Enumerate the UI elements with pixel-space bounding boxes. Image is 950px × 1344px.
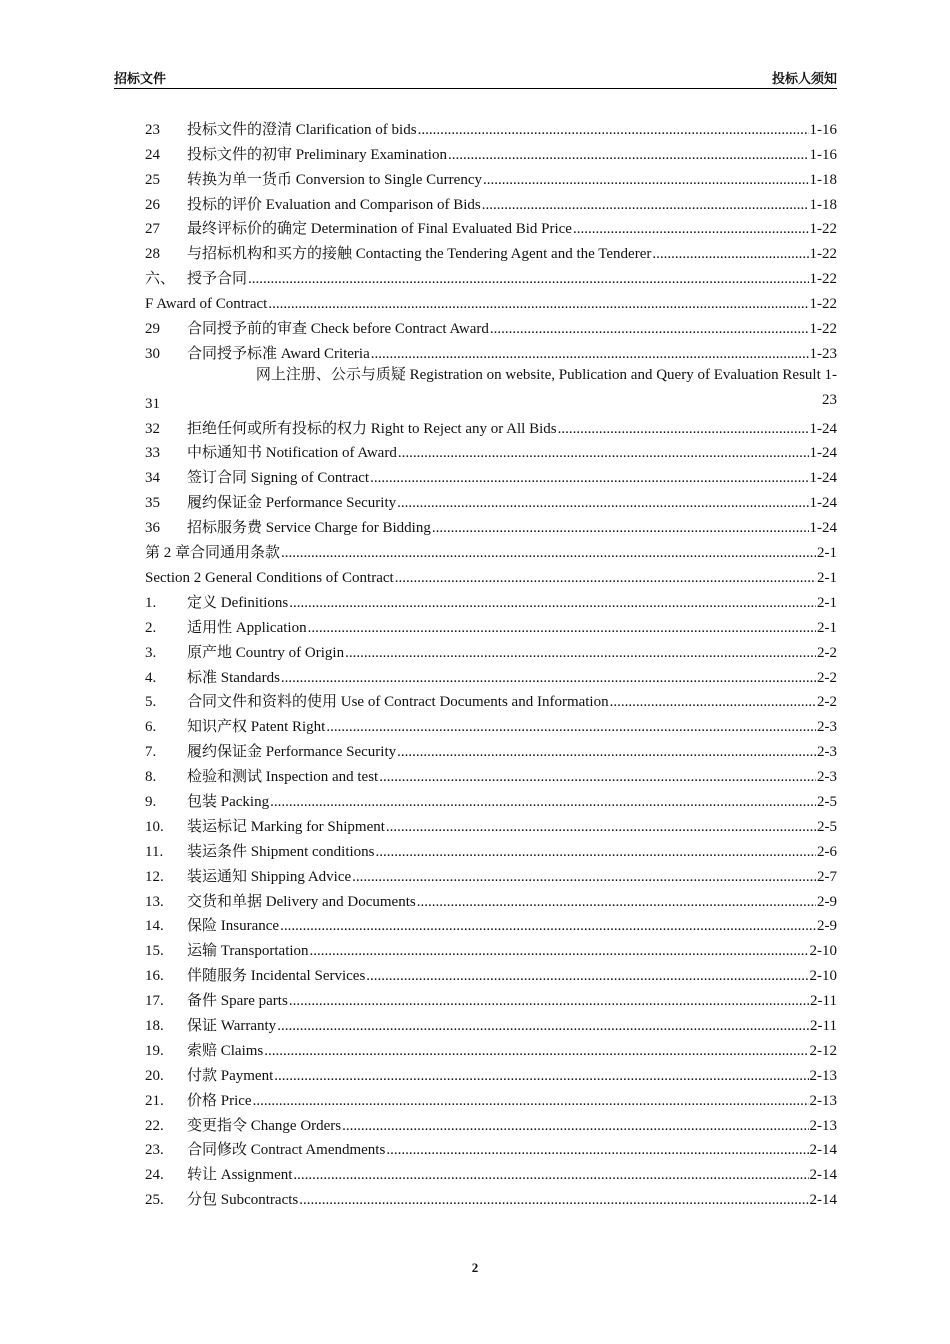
toc-entry-title: Section 2 General Conditions of Contract: [145, 569, 394, 586]
toc-entry-title: 中标通知书 Notification of Award: [187, 445, 397, 462]
toc-entry-page: 1-18: [809, 171, 837, 188]
dot-leader: [386, 819, 816, 836]
toc-entry-title: 投标文件的初审 Preliminary Examination: [187, 146, 447, 163]
toc-entry[interactable]: [145, 1159, 837, 1184]
toc-entry-number: 7.: [145, 744, 157, 761]
toc-entry-number: 25: [145, 171, 160, 188]
toc-entry-number: 17.: [145, 993, 164, 1010]
toc-entry-number: 六、: [145, 271, 176, 288]
toc-entry-page: 1-22: [809, 321, 837, 338]
toc-entry-title: 招标服务费 Service Charge for Bidding: [187, 520, 431, 537]
toc-entry-number: 11.: [145, 843, 164, 860]
toc-entry-page: 2-3: [817, 769, 837, 786]
toc-entry[interactable]: [145, 1110, 837, 1135]
toc-entry-title: 签订合同 Signing of Contract: [187, 470, 370, 487]
toc-entry-number: 31: [145, 395, 160, 412]
toc-entry-title: 保险 Insurance: [187, 918, 280, 935]
toc-entry[interactable]: [145, 786, 837, 811]
toc-entry-page: 2-14: [809, 1167, 837, 1184]
toc-entry-page: 2-13: [809, 1067, 837, 1084]
toc-entry[interactable]: [145, 1010, 837, 1035]
toc-entry-number: 14.: [145, 918, 164, 935]
dot-leader: [277, 1018, 809, 1035]
toc-entry-title: 装运通知 Shipping Advice: [187, 868, 352, 885]
toc-entry-page: 2-14: [809, 1192, 837, 1209]
toc-entry-number: 34: [145, 470, 160, 487]
toc-entry-number: 12.: [145, 868, 164, 885]
toc-entry-title: 合同文件和资料的使用 Use of Contract Documents and Information: [187, 694, 609, 711]
toc-entry[interactable]: [145, 512, 837, 537]
toc-entry-title: 履约保证金 Performance Security: [187, 495, 397, 512]
toc-entry-page: 2-9: [817, 918, 837, 935]
toc-entry-page: 1-22: [809, 246, 837, 263]
toc-entry-title: 知识产权 Patent Right: [187, 719, 326, 736]
toc-entry-page: 23: [822, 391, 837, 408]
header-section-title: 投标人须知: [771, 72, 837, 87]
toc-entry[interactable]: [145, 214, 837, 239]
dot-leader: [448, 147, 809, 164]
toc-entry-title: F Award of Contract: [145, 296, 268, 313]
dot-leader: [418, 122, 809, 139]
dot-leader: [366, 968, 808, 985]
toc-entry-title: 价格 Price: [187, 1092, 252, 1109]
toc-entry[interactable]: [145, 487, 837, 512]
dot-leader: [558, 421, 809, 438]
toc-entry[interactable]: [145, 861, 837, 886]
dot-leader: [289, 595, 816, 612]
toc-entry-number: 25.: [145, 1192, 164, 1209]
toc-entry[interactable]: [145, 1085, 837, 1110]
dot-leader: [310, 943, 809, 960]
toc-entry-page: 2-10: [809, 943, 837, 960]
toc-entry-number: 13.: [145, 893, 164, 910]
toc-entry[interactable]: [145, 1135, 837, 1160]
toc-entry[interactable]: [145, 537, 837, 562]
dot-leader: [326, 719, 816, 736]
toc-entry-title: 付款 Payment: [187, 1067, 274, 1084]
toc-entry[interactable]: [145, 288, 837, 313]
dot-leader: [280, 918, 816, 935]
toc-entry-number: 19.: [145, 1042, 164, 1059]
dot-leader: [345, 645, 816, 662]
toc-entry-title: 备件 Spare parts: [187, 993, 288, 1010]
toc-entry-title: 装运标记 Marking for Shipment: [187, 818, 385, 835]
dot-leader: [490, 321, 809, 338]
dot-leader: [397, 744, 816, 761]
toc-entry[interactable]: [145, 189, 837, 214]
toc-entry-page: 1-22: [809, 221, 837, 238]
toc-entry-title: 转换为单一货币 Conversion to Single Currency: [187, 171, 482, 188]
toc-entry-number: 16.: [145, 968, 164, 985]
toc-entry-page: 1-24: [809, 445, 837, 462]
toc-entry-title: 与招标机构和买方的接触 Contacting the Tendering Agent and the Tenderer: [187, 246, 652, 263]
toc-entry-page: 2-9: [817, 893, 837, 910]
toc-entry-title: 原产地 Country of Origin: [187, 644, 345, 661]
toc-entry[interactable]: [145, 1035, 837, 1060]
toc-entry[interactable]: [145, 736, 837, 761]
dot-leader: [274, 1068, 808, 1085]
toc-entry-number: 27: [145, 221, 160, 238]
toc-entry-page: 1-16: [809, 146, 837, 163]
toc-entry-title: 适用性 Application: [187, 619, 307, 636]
toc-entry-title: 合同修改 Contract Amendments: [187, 1142, 386, 1159]
dot-leader: [610, 694, 816, 711]
toc-entry-number: 36: [145, 520, 160, 537]
toc-entry-number: 23: [145, 121, 160, 138]
toc-entry[interactable]: [145, 338, 837, 363]
toc-entry-page: 2-2: [817, 644, 837, 661]
toc-entry-title: 第 2 章合同通用条款: [145, 545, 281, 562]
toc-entry[interactable]: [145, 1060, 837, 1085]
table-of-contents: [145, 114, 837, 1209]
toc-entry[interactable]: [145, 363, 837, 413]
toc-entry-number: 35: [145, 495, 160, 512]
toc-entry[interactable]: [145, 263, 837, 288]
toc-entry-title: 伴随服务 Incidental Services: [187, 968, 366, 985]
toc-entry-number: 29: [145, 321, 160, 338]
toc-entry[interactable]: [145, 562, 837, 587]
toc-entry-page: 2-5: [817, 793, 837, 810]
toc-entry-page: 2-13: [809, 1092, 837, 1109]
toc-entry-number: 5.: [145, 694, 157, 711]
toc-entry-page: 1-24: [809, 420, 837, 437]
toc-entry[interactable]: [145, 637, 837, 662]
toc-entry[interactable]: [145, 911, 837, 936]
toc-entry-title: 最终评标价的确定 Determination of Final Evaluated Bid Price: [187, 221, 572, 238]
toc-entry-title: 网上注册、公示与质疑 Registration on website, Publication and Query of Evaluation Result 1-: [255, 366, 837, 383]
dot-leader: [417, 894, 816, 911]
toc-entry-number: 24.: [145, 1167, 164, 1184]
toc-entry-title: 变更指令 Change Orders: [187, 1117, 342, 1134]
toc-entry-number: 30: [145, 345, 160, 362]
toc-entry-page: 2-1: [817, 594, 837, 611]
dot-leader: [289, 993, 809, 1010]
dot-leader: [293, 1167, 808, 1184]
toc-entry-title: 投标文件的澄清 Clarification of bids: [187, 121, 417, 138]
toc-entry[interactable]: [145, 413, 837, 438]
toc-entry-page: 2-6: [817, 843, 837, 860]
dot-leader: [652, 246, 808, 263]
toc-entry-title: 检验和测试 Inspection and test: [187, 769, 379, 786]
toc-entry-page: 2-1: [817, 619, 837, 636]
toc-entry[interactable]: [145, 811, 837, 836]
toc-entry-title: 分包 Subcontracts: [187, 1192, 299, 1209]
dot-leader: [371, 346, 809, 363]
toc-entry-title: 装运条件 Shipment conditions: [187, 843, 375, 860]
toc-entry-title: 包装 Packing: [187, 793, 270, 810]
dot-leader: [482, 197, 809, 214]
dot-leader: [398, 445, 809, 462]
toc-entry[interactable]: [145, 139, 837, 164]
dot-leader: [253, 1093, 809, 1110]
toc-entry-number: 22.: [145, 1117, 164, 1134]
toc-entry-title: 运输 Transportation: [187, 943, 309, 960]
toc-entry-title: 合同授予标准 Award Criteria: [187, 345, 370, 362]
toc-entry-number: 20.: [145, 1067, 164, 1084]
toc-entry-number: 3.: [145, 644, 157, 661]
toc-entry[interactable]: [145, 960, 837, 985]
toc-entry[interactable]: [145, 985, 837, 1010]
toc-entry[interactable]: [145, 438, 837, 463]
toc-entry[interactable]: [145, 886, 837, 911]
toc-entry-title: 转让 Assignment: [187, 1167, 293, 1184]
toc-entry-page: 1-23: [809, 345, 837, 362]
header-document-title: 招标文件: [114, 72, 167, 87]
dot-leader: [386, 1142, 808, 1159]
toc-entry-page: 1-22: [809, 271, 837, 288]
page-header: [114, 66, 837, 89]
page-number: 2: [471, 1260, 479, 1275]
toc-entry-number: 4.: [145, 669, 157, 686]
dot-leader: [268, 296, 808, 313]
toc-entry-page: 2-11: [810, 993, 837, 1010]
toc-entry-page: 2-12: [809, 1042, 837, 1059]
dot-leader: [370, 470, 808, 487]
dot-leader: [352, 869, 816, 886]
toc-entry-page: 2-10: [809, 968, 837, 985]
toc-entry-number: 28: [145, 246, 160, 263]
toc-entry-page: 2-13: [809, 1117, 837, 1134]
toc-entry-page: 2-2: [817, 694, 837, 711]
dot-leader: [281, 670, 816, 687]
toc-entry-number: 8.: [145, 769, 157, 786]
toc-entry[interactable]: [145, 612, 837, 637]
toc-entry[interactable]: [145, 313, 837, 338]
toc-entry[interactable]: [145, 114, 837, 139]
toc-entry-page: 2-1: [817, 569, 837, 586]
toc-entry[interactable]: [145, 687, 837, 712]
toc-entry-page: 2-2: [817, 669, 837, 686]
toc-entry[interactable]: [145, 238, 837, 263]
toc-entry-number: 33: [145, 445, 160, 462]
toc-entry-page: 2-7: [817, 868, 837, 885]
toc-entry[interactable]: [145, 1184, 837, 1209]
toc-entry[interactable]: [145, 587, 837, 612]
toc-entry-number: 1.: [145, 594, 157, 611]
toc-entry-page: 1-24: [809, 470, 837, 487]
toc-entry-number: 32: [145, 420, 160, 437]
dot-leader: [376, 844, 816, 861]
toc-entry-page: 2-3: [817, 744, 837, 761]
toc-entry-title: 授予合同: [187, 271, 248, 288]
toc-entry-number: 24: [145, 146, 160, 163]
toc-entry-number: 9.: [145, 793, 157, 810]
toc-entry-number: 21.: [145, 1092, 164, 1109]
dot-leader: [483, 172, 809, 189]
toc-entry[interactable]: [145, 711, 837, 736]
dot-leader: [264, 1043, 808, 1060]
dot-leader: [308, 620, 816, 637]
toc-entry-page: 1-24: [809, 520, 837, 537]
toc-entry[interactable]: [145, 935, 837, 960]
toc-entry-page: 2-11: [810, 1017, 837, 1034]
toc-entry-title: 交货和单据 Delivery and Documents: [187, 893, 416, 910]
toc-entry-title: 标准 Standards: [187, 669, 280, 686]
toc-entry-title: 索赔 Claims: [187, 1042, 264, 1059]
dot-leader: [299, 1192, 808, 1209]
toc-entry-page: 1-22: [809, 296, 837, 313]
dot-leader: [270, 794, 816, 811]
toc-entry[interactable]: [145, 164, 837, 189]
dot-leader: [342, 1118, 808, 1135]
dot-leader: [432, 520, 809, 537]
dot-leader: [395, 570, 816, 587]
toc-entry-number: 15.: [145, 943, 164, 960]
dot-leader: [397, 495, 808, 512]
toc-entry-page: 1-16: [809, 121, 837, 138]
dot-leader: [281, 545, 816, 562]
toc-entry-title: 定义 Definitions: [187, 594, 289, 611]
toc-entry-title: 合同授予前的审查 Check before Contract Award: [187, 321, 489, 338]
dot-leader: [379, 769, 816, 786]
toc-entry-number: 18.: [145, 1017, 164, 1034]
toc-entry-page: 1-24: [809, 495, 837, 512]
toc-entry-number: 26: [145, 196, 160, 213]
toc-entry-title: 保证 Warranty: [187, 1017, 277, 1034]
toc-entry[interactable]: [145, 836, 837, 861]
dot-leader: [248, 271, 808, 288]
toc-entry[interactable]: [145, 662, 837, 687]
toc-entry-title: 拒绝任何或所有投标的权力 Right to Reject any or All Bids: [187, 420, 557, 437]
toc-entry-page: 1-18: [809, 196, 837, 213]
toc-entry-number: 2.: [145, 619, 157, 636]
toc-entry-number: 6.: [145, 719, 157, 736]
dot-leader: [573, 221, 809, 238]
toc-entry[interactable]: [145, 761, 837, 786]
toc-entry-title: 投标的评价 Evaluation and Comparison of Bids: [187, 196, 481, 213]
toc-entry-number: 10.: [145, 818, 164, 835]
toc-entry[interactable]: [145, 462, 837, 487]
toc-entry-page: 2-5: [817, 818, 837, 835]
toc-entry-page: 2-1: [817, 545, 837, 562]
toc-entry-page: 2-3: [817, 719, 837, 736]
toc-entry-page: 2-14: [809, 1142, 837, 1159]
toc-entry-number: 23.: [145, 1142, 164, 1159]
toc-entry-title: 履约保证金 Performance Security: [187, 744, 397, 761]
